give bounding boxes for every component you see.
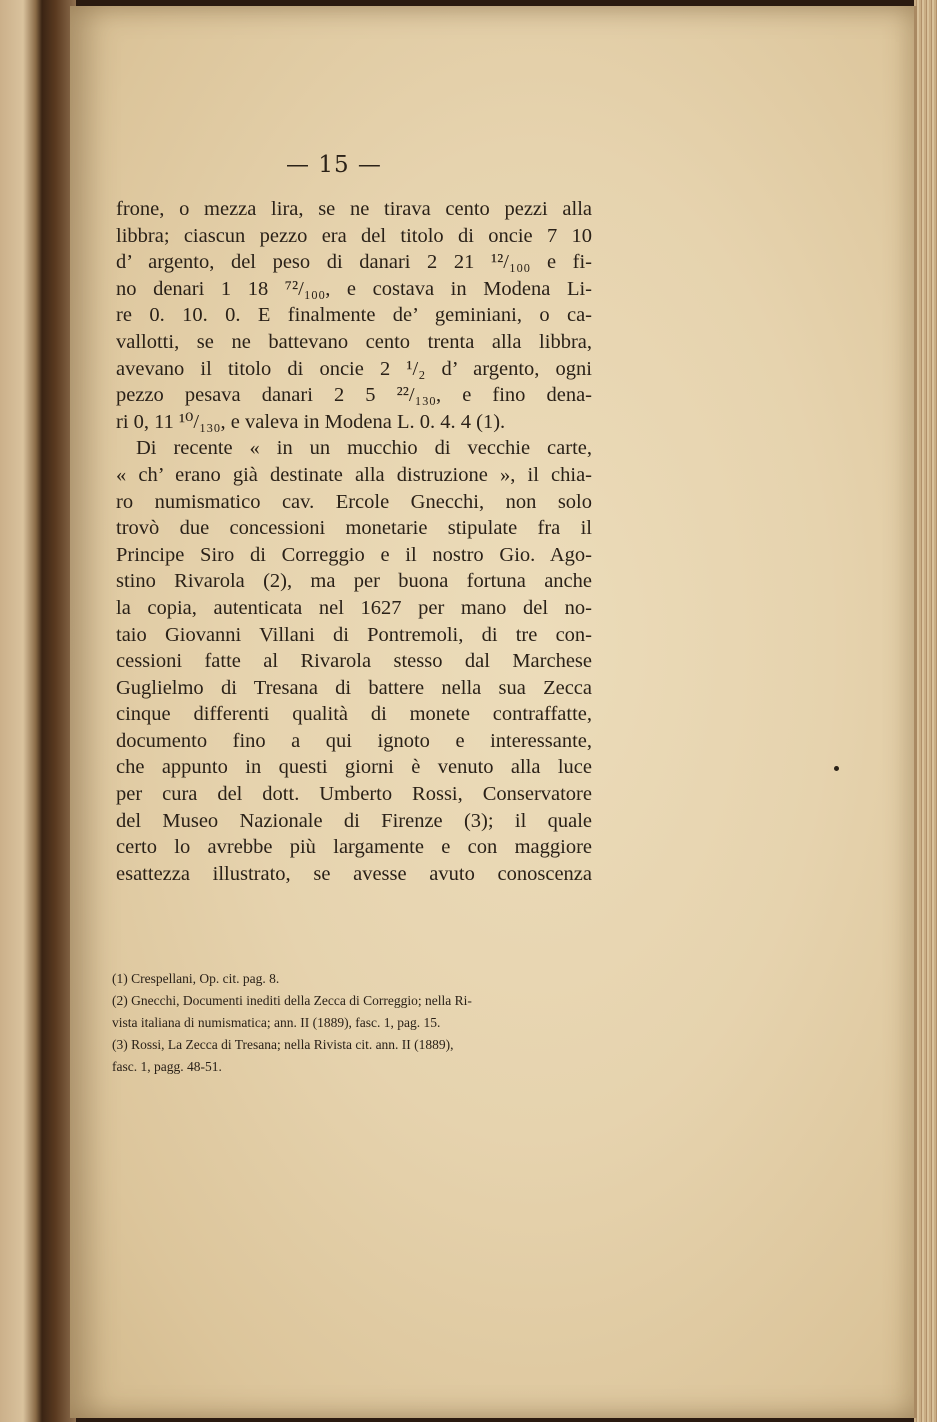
- text-line: certo lo avrebbe più largamente e con maggiore: [116, 836, 592, 859]
- text-line: vallotti, se ne battevano cento trenta alla libbra,: [116, 330, 592, 353]
- footnote-2: (2) Gnecchi, Documenti inediti della Zecca di Correggio; nella Ri-: [112, 993, 472, 1008]
- text-line: avevano il titolo di oncie 2 ¹/₂ d’ argento, ogni: [116, 357, 592, 380]
- text-line: del Museo Nazionale di Firenze (3); il quale: [116, 809, 592, 832]
- text-line: libbra; ciascun pezzo era del titolo di oncie 7 10: [116, 224, 592, 247]
- text-line: Di recente « in un mucchio di vecchie carte,: [136, 437, 592, 460]
- ink-spot: [834, 766, 839, 771]
- text-line: frone, o mezza lira, se ne tirava cento pezzi alla: [116, 198, 592, 220]
- text-line: pezzo pesava danari 2 5 ²²/₁₃₀, e fino dena-: [116, 384, 592, 407]
- text-line: re 0. 10. 0. E finalmente de’ geminiani, o ca-: [116, 304, 592, 327]
- previous-page-edge: [0, 0, 42, 1422]
- text-line: cinque differenti qualità di monete contraffatte,: [116, 703, 592, 726]
- page-stack-edges: [914, 0, 937, 1422]
- footnote-2-cont: vista italiana di numismatica; ann. II (1889), fasc. 1, pag. 15.: [112, 1015, 441, 1030]
- text-line: taio Giovanni Villani di Pontremoli, di tre con-: [116, 623, 592, 646]
- text-line: no denari 1 18 ⁷²/₁₀₀, e costava in Modena Li-: [116, 277, 592, 300]
- text-line: esattezza illustrato, se avesse avuto conoscenza: [116, 862, 592, 885]
- text-line: « ch’ erano già destinate alla distruzione », il chia-: [116, 463, 592, 486]
- footnotes: [112, 968, 588, 1078]
- text-line: trovò due concessioni monetarie stipulate fra il: [116, 517, 592, 540]
- footnote-3-cont: fasc. 1, pagg. 48-51.: [112, 1059, 222, 1074]
- text-line: la copia, autenticata nel 1627 per mano del no-: [116, 596, 592, 619]
- footnote-3: (3) Rossi, La Zecca di Tresana; nella Rivista cit. ann. II (1889),: [112, 1037, 454, 1052]
- footnote-1: (1) Crespellani, Op. cit. pag. 8.: [112, 971, 280, 986]
- text-line: Principe Siro di Correggio e il nostro Gio. Ago-: [116, 543, 592, 566]
- text-line: stino Rivarola (2), ma per buona fortuna anche: [116, 570, 592, 593]
- page-number: — 15 —: [286, 152, 382, 178]
- text-line: ro numismatico cav. Ercole Gnecchi, non solo: [116, 490, 592, 513]
- text-line: per cura del dott. Umberto Rossi, Conservatore: [116, 783, 592, 806]
- text-line: documento fino a qui ignoto e interessante,: [116, 729, 592, 752]
- text-line: cessioni fatte al Rivarola stesso dal Marchese: [116, 650, 592, 673]
- text-line: Guglielmo di Tresana di battere nella sua Zecca: [116, 676, 592, 699]
- text-line: che appunto in questi giorni è venuto alla luce: [116, 756, 592, 779]
- text-line: d’ argento, del peso di danari 2 21 ¹²/₁₀₀ e fi-: [116, 251, 592, 274]
- body-text: [116, 196, 592, 887]
- text-line: ri 0, 11 ¹⁰/₁₃₀, e valeva in Modena L. 0. 4. 4 (1).: [116, 410, 506, 433]
